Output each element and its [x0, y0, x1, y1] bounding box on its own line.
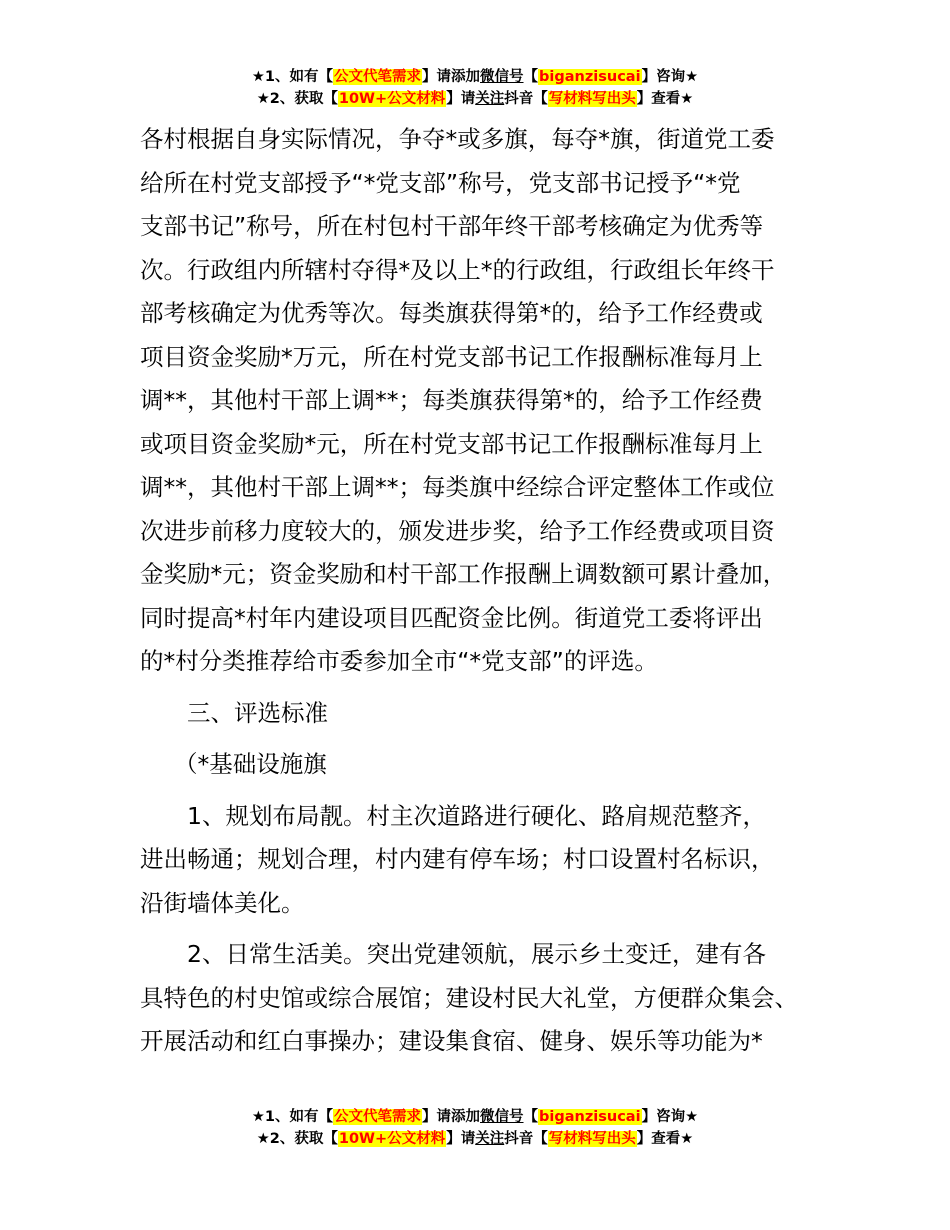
text-line: 1、规划布局靓。村主次道路进行硬化、路肩规范整齐，	[187, 801, 766, 830]
banner-text: 】请	[446, 1131, 476, 1147]
banner-highlight: 10W+公文材料	[338, 1131, 446, 1147]
banner-underlined: 关注	[475, 91, 505, 107]
banner-highlight: 公文代笔需求	[334, 1109, 422, 1125]
paragraph-rewards	[140, 118, 830, 684]
text-line: 项目资金奖励*万元，所在村党支部书记工作报酬标准每月上	[140, 342, 763, 371]
banner-text: ★1、如有【	[251, 1109, 334, 1125]
banner-text: 】请添加	[422, 69, 481, 85]
banner-text: 【	[523, 1109, 539, 1125]
banner-highlight: 写材料写出头	[548, 1131, 636, 1147]
paragraph-item-2	[140, 933, 830, 1064]
banner-text: 】咨询★	[641, 69, 699, 85]
text-line: 次。行政组内所辖村夺得*及以上*的行政组，行政组长年终干	[140, 255, 775, 284]
text-line: 各村根据自身实际情况，争夺*或多旗，每夺*旗，街道党工委	[140, 125, 775, 153]
text-line: 的*村分类推荐给市委参加全市“*党支部”的评选。	[140, 647, 658, 675]
banner-wechat-id: biganzisucai	[539, 69, 641, 85]
paragraph-item-1	[140, 795, 830, 926]
banner-line-2	[0, 88, 950, 110]
text-line: 同时提高*村年内建设项目匹配资金比例。街道党工委将评出	[140, 603, 763, 632]
banner-text: 】查看★	[636, 91, 694, 107]
banner-text: 】请添加	[422, 1109, 481, 1125]
text-line: 进出畅通；规划合理，村内建有停车场；村口设置村名标识，	[140, 845, 775, 873]
banner-text: 抖音【	[504, 91, 548, 107]
banner-underlined: 微信号	[480, 1109, 524, 1125]
text-line: 开展活动和红白事操办；建设集食宿、健身、娱乐等功能为*	[140, 1027, 763, 1055]
banner-line-1	[0, 66, 950, 88]
banner-text: ★1、如有【	[251, 69, 334, 85]
banner-wechat-id: biganzisucai	[539, 1109, 641, 1125]
footer-banner	[0, 1106, 950, 1150]
text-line: 2、日常生活美。突出党建领航，展示乡土变迁，建有各	[187, 940, 766, 968]
banner-text: 】查看★	[636, 1131, 694, 1147]
header-banner	[0, 66, 950, 110]
banner-text: 抖音【	[504, 1131, 548, 1147]
banner-line-1	[0, 1106, 950, 1128]
banner-text: 【	[523, 69, 539, 85]
text-line: 调**，其他村干部上调**；每类旗获得第*的，给予工作经费	[140, 386, 763, 414]
banner-text: ★2、获取【	[256, 91, 338, 107]
banner-text: 】咨询★	[641, 1109, 699, 1125]
subsection-heading: （*基础设施旗	[174, 750, 327, 778]
banner-highlight: 公文代笔需求	[334, 69, 422, 85]
text-line: 具特色的村史馆或综合展馆；建设村民大礼堂，方便群众集会、	[140, 983, 798, 1012]
text-line: 次进步前移力度较大的，颁发进步奖，给予工作经费或项目资	[140, 516, 775, 545]
text-line: 沿街墙体美化。	[140, 888, 305, 917]
text-line: 调**，其他村干部上调**；每类旗中经综合评定整体工作或位	[140, 473, 775, 501]
banner-text: ★2、获取【	[256, 1131, 338, 1147]
banner-highlight: 写材料写出头	[548, 91, 636, 107]
banner-line-2	[0, 1128, 950, 1150]
banner-text: 】请	[446, 91, 476, 107]
text-line: 支部书记”称号，所在村包村干部年终干部考核确定为优秀等	[140, 212, 764, 240]
banner-highlight: 10W+公文材料	[338, 91, 446, 107]
document-body	[140, 118, 830, 1064]
text-line: 或项目资金奖励*元，所在村党支部书记工作报酬标准每月上	[140, 429, 763, 458]
text-line: 给所在村党支部授予“*党支部”称号，党支部书记授予“*党	[140, 168, 741, 197]
section-heading: 三、评选标准	[187, 698, 328, 727]
text-line: 金奖励*元；资金奖励和村干部工作报酬上调数额可累计叠加，	[140, 560, 787, 588]
banner-underlined: 关注	[475, 1131, 505, 1147]
text-line: 部考核确定为优秀等次。每类旗获得第*的，给予工作经费或	[140, 299, 763, 327]
banner-underlined: 微信号	[480, 69, 524, 85]
